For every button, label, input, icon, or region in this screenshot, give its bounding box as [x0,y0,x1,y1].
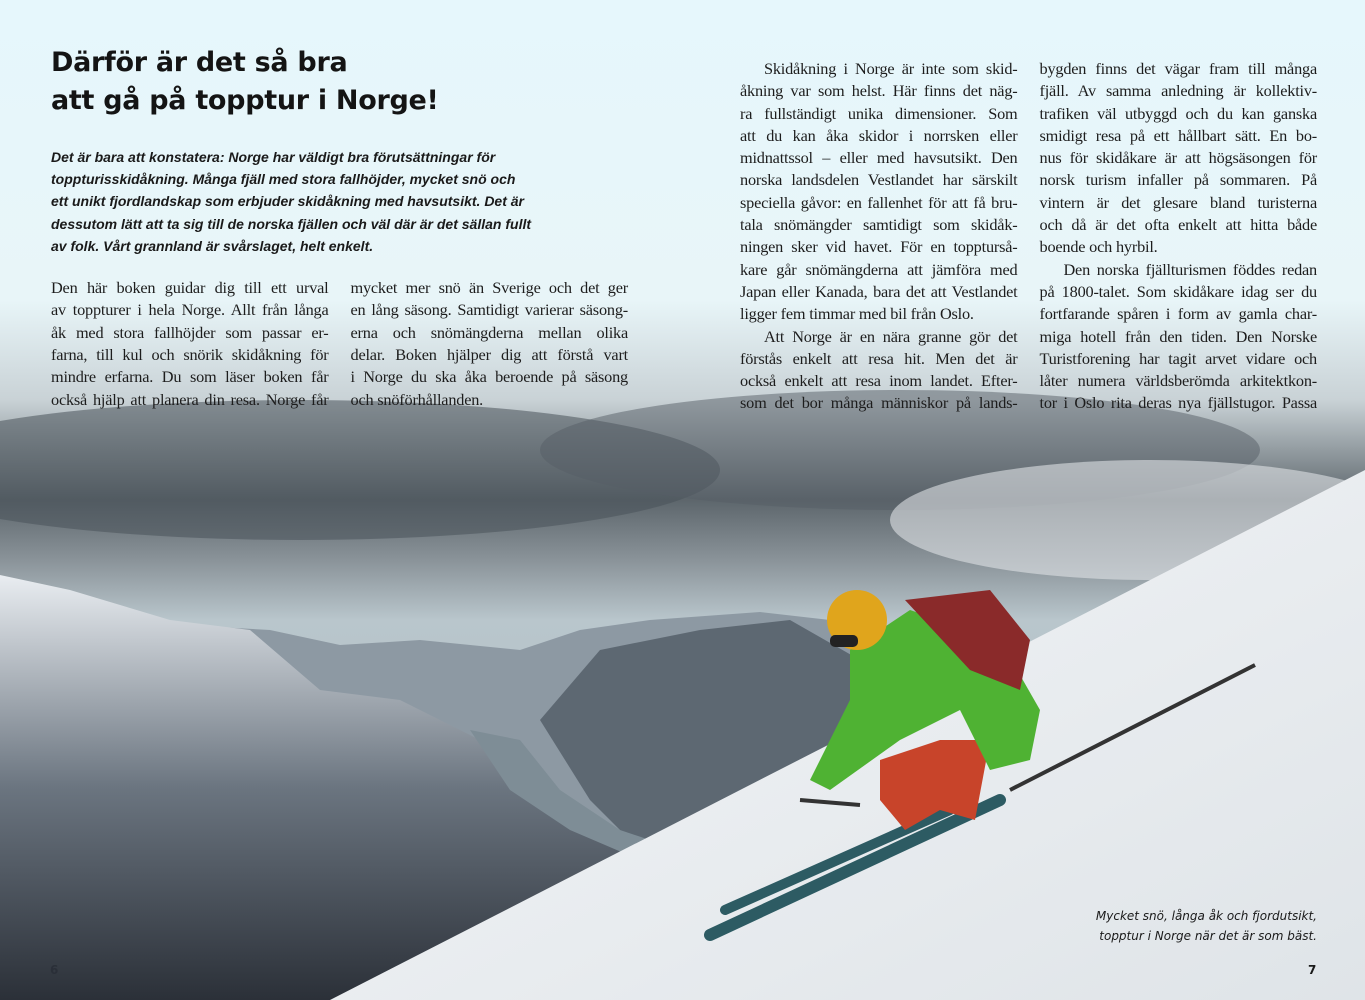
body-text-line: Japan eller Kanada, bara det att Vestlandet [740,281,1018,301]
body-text-line: tala snömängder samtidigt som skidåk- [740,215,1018,235]
photo-caption [1096,906,1317,946]
body-text-line: boende och hyrbil. [1039,237,1158,257]
body-text-line: delar. Boken hjälper dig att förstå vart [350,344,628,364]
body-text-line: norska landsdelen Vestlandet har särskilt [740,170,1018,190]
body-text-line: som det bor många människor på lands- [740,393,1018,413]
page-number-left: 6 [50,963,59,977]
body-text-line: kare går snömängderna att jämföra med [740,259,1018,279]
body-column-3 [740,58,1018,415]
title-line-1: Därför är det så bra [51,47,348,78]
body-text-line: förstås enkelt att resa hit. Men det är [740,348,1018,368]
title-line-2: att gå på topptur i Norge! [51,85,439,116]
body-text-line: på 1800-talet. Som skidåkare idag ser du [1039,281,1317,301]
page-number-right: 7 [1308,963,1317,977]
left-body-columns [51,277,628,411]
page-title [51,44,628,120]
body-text-line: bygden finns det vägar fram till många [1039,59,1317,78]
body-text-line: mindre erfarna. Du som läser boken får [51,367,329,387]
left-page-text [51,44,628,411]
body-text-line: nus för skidåkare är att högsäsongen för [1039,148,1317,168]
body-text-line: fortfarande spåren i form av gamla char- [1039,304,1317,324]
body-text-line: mycket mer snö än Sverige och det ger [350,278,628,298]
body-text-line: tor i Oslo rita deras nya fjällstugor. Passa [1039,393,1317,413]
body-text-line: att du kan åka skidor i norrsken eller [740,125,1018,145]
body-text-line: och då är det ofta enkelt att hitta både [1039,215,1317,235]
body-text-line: speciella gåvor: en fallenhet för att få bru- [740,192,1018,212]
body-text-line: åk med stora fallhöjder som passar er- [51,322,329,342]
body-text-line: och snöförhållanden. [350,389,484,409]
body-text-line: smidigt resa på ett hållbart sätt. En bo- [1039,125,1317,145]
body-column-4 [1040,58,1318,415]
body-text-line: vintern är det glesare bland turisterna [1039,192,1317,212]
body-text-line: också hjälp att planera din resa. Norge får [51,389,329,409]
caption-line-2: topptur i Norge när det är som bäst. [1099,929,1317,943]
caption-line-1: Mycket snö, långa åk och fjordutsikt, [1095,909,1317,923]
body-text-line: ningen sker vid havet. För en toppturså- [740,237,1018,257]
lede-line: toppturisskidåkning. Många fjäll med stora fallhöjder, mycket snö och [51,171,516,188]
body-text-line: miga hotell från den tiden. Den Norske [1039,326,1317,346]
lede-line: ett unikt fjordlandskap som erbjuder skidåkning med havsutsikt. Det är [51,193,524,210]
body-text-line: en lång säsong. Samtidigt varierar säsong- [350,300,628,320]
body-text-line: fjäll. Av samma anledning är kollektiv- [1039,81,1317,101]
body-text-line: Turistforening har tagit arvet vidare och [1039,348,1317,368]
body-text-line: Den norska fjällturismen föddes redan [1063,259,1317,279]
body-text-line: ra fullständigt unika dimensioner. Som [740,103,1018,123]
body-text-line: norsk turism infaller på sommaren. På [1039,170,1317,190]
body-text-line: ligger fem timmar med bil från Oslo. [740,304,974,324]
body-column-1 [51,277,329,411]
body-column-2 [351,277,629,411]
body-text-line: åkning var som helst. Här finns det näg- [740,81,1018,101]
body-text-line: av toppturer i hela Norge. Allt från långa [51,300,329,320]
body-text-line: Att Norge är en nära granne gör det [764,326,1018,346]
body-text-line: midnattssol – eller med havsutsikt. Den [740,148,1018,168]
right-page-text [740,58,1317,415]
lede-line: Det är bara att konstatera: Norge har väldigt bra förutsättningar för [51,149,496,165]
lede-line: av folk. Vårt grannland är svårslaget, helt enkelt. [51,237,374,254]
body-text-line: erna och snömängderna mellan olika [350,322,628,342]
body-text-line: också enkelt att resa inom landet. Efter- [740,371,1018,391]
body-text-line: farna, till kul och snörik skidåkning för [51,344,329,364]
body-text-line: låter numera världsberömda arkitektkon- [1039,371,1317,391]
body-text-line: Skidåkning i Norge är inte som skid- [764,59,1018,78]
body-text-line: i Norge du ska åka beroende på säsong [350,367,628,387]
body-text-line: Den här boken guidar dig till ett urval [51,278,329,298]
lede-line: dessutom lätt att ta sig till de norska fjällen och väl där är det sällan fullt [51,215,532,232]
body-text-line: trafiken väl utbyggd och du kan ganska [1039,103,1317,123]
lede-paragraph [51,146,628,257]
